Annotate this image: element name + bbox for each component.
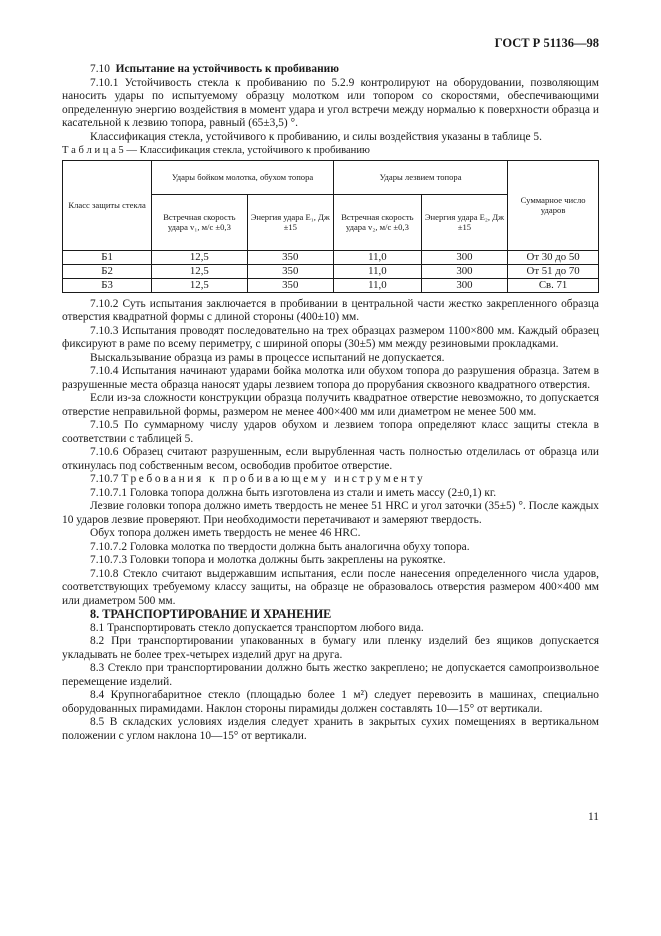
paragraph-7-10-5: 7.10.5 По суммарному числу ударов обухом и лезвием топора определяют класс защиты стекла в соответствии с таблицей 5. — [62, 419, 599, 445]
paragraph-classification: Классификация стекла, устойчивого к пробиванию, и силы воздействия указаны в таблице 5. — [90, 130, 542, 143]
cell-speed-1: 12,5 — [152, 264, 247, 278]
header-speed-1: Встречная скорость удара v₁, м/с ±0,3 — [152, 194, 247, 250]
paragraph-7-10-7-2: 7.10.7.2 Головка молотка по твердости должна быть аналогична обуху топора. — [90, 540, 470, 553]
table-row — [63, 278, 599, 292]
cell-speed-2: 11,0 — [333, 264, 421, 278]
table-row — [63, 250, 599, 264]
paragraph-7-10-7-3: 7.10.7.3 Головки топора и молотка должны быть закреплены на рукоятке. — [90, 554, 446, 566]
paragraph-8-4: 8.4 Крупногабаритное стекло (площадью более 1 м²) следует перевозить в машинах, специально оборудованных пирамидами. Наклон стороны пирамиды должен составлять 10—15° от вертикали. — [62, 689, 599, 715]
header-hammer-strikes: Удары бойком молотка, обухом топора — [152, 160, 334, 194]
paragraph-7-10-7-1: 7.10.7.1 Головка топора должна быть изготовлена из стали и иметь массу (2±0,1) кг. — [90, 486, 497, 499]
document-code: ГОСТ Р 51136—98 — [494, 36, 599, 50]
cell-speed-2: 11,0 — [333, 278, 421, 292]
cell-speed-1: 12,5 — [152, 250, 247, 264]
cell-energy-1: 350 — [247, 264, 333, 278]
cell-energy-2: 300 — [421, 278, 507, 292]
paragraph-7-10-6: 7.10.6 Образец считают разрушенным, если вырубленная часть полностью отделилась от образца или откинулась под собственным весом, освободив пробитое отверстие. — [62, 446, 599, 472]
classification-table — [62, 160, 599, 293]
subsection-title: Требования к пробивающему инструменту — [121, 473, 426, 485]
header-energy-1: Энергия удара E₁, Дж ±15 — [247, 194, 333, 250]
paragraph-7-10-2: 7.10.2 Суть испытания заключается в пробивании в центральной части жестко закрепленного образца отверстия квадратной формы с длиной стороны (400±10) мм. — [62, 297, 599, 323]
table-caption-prefix: Т а б л и ц а 5 — — [62, 145, 137, 156]
header-speed-2: Встречная скорость удара v₂, м/с ±0,3 — [333, 194, 421, 250]
cell-total: От 51 до 70 — [508, 264, 599, 278]
paragraph-7-10-4-note: Если из-за сложности конструкции образца получить квадратное отверстие невозможно, то допускается отверстие неправильной формы, размером не менее 400×400 мм или диаметром не менее 500 мм. — [62, 392, 599, 418]
paragraph-7-10-3-note: Выскальзывание образца из рамы в процессе испытаний не допускается. — [90, 351, 445, 364]
cell-speed-2: 11,0 — [333, 250, 421, 264]
table-caption-text: Классификация стекла, устойчивого к пробиванию — [139, 145, 370, 156]
section-title: Испытание на устойчивость к пробиванию — [115, 63, 339, 75]
paragraph-8-2: 8.2 При транспортировании упакованных в бумагу или пленку изделий без ящиков допускается укладывать не более трех-четырех изделий друг на друга. — [62, 635, 599, 661]
cell-class: Б2 — [63, 264, 152, 278]
paragraph-butt-hardness: Обух топора должен иметь твердость не менее 46 HRC. — [90, 527, 361, 539]
table-row — [63, 264, 599, 278]
paragraph-blade-hardness: Лезвие головки топора должно иметь твердость не менее 51 HRC и угол заточки (35±5) °. После каждых 10 ударов лезвие проверяют. При необходимости перетачивают и замеряют твердость. — [62, 500, 599, 526]
subsection-number: 7.10.7 — [90, 473, 119, 485]
page-number: 11 — [588, 811, 599, 823]
cell-total: Св. 71 — [508, 278, 599, 292]
section-number: 7.10 — [90, 63, 110, 75]
cell-class: Б1 — [63, 250, 152, 264]
cell-energy-2: 300 — [421, 250, 507, 264]
header-energy-2: Энергия удара E₂, Дж ±15 — [421, 194, 507, 250]
header-blade-strikes: Удары лезвием топора — [333, 160, 507, 194]
cell-class: Б3 — [63, 278, 152, 292]
cell-total: От 30 до 50 — [508, 250, 599, 264]
paragraph-8-1: 8.1 Транспортировать стекло допускается транспортом любого вида. — [90, 621, 424, 634]
paragraph-7-10-8: 7.10.8 Стекло считают выдержавшим испытания, если после нанесения определенного числа ударов, соответствующих требуемому классу защиты, на образце не образовалось отверстия размером 400×400 мм или диаметром 500 мм. — [62, 567, 599, 607]
paragraph-7-10-4: 7.10.4 Испытания начинают ударами бойка молотка или обухом топора до разрушения образца. Затем в разрушенные места образца наносят удары лезвием топора до прорубания сквозного квадратного отверстия. — [62, 365, 599, 391]
cell-speed-1: 12,5 — [152, 278, 247, 292]
paragraph-8-3: 8.3 Стекло при транспортировании должно быть жестко закреплено; не допускается самопроизвольное перемещение изделий. — [62, 662, 599, 688]
table-caption — [62, 144, 599, 158]
paragraph-8-5: 8.5 В складских условиях изделия следует хранить в закрытых сухих помещениях в вертикальном положении с углом наклона 10—15° от вертикали. — [62, 716, 599, 742]
paragraph-7-10-7-heading — [62, 473, 599, 487]
cell-energy-2: 300 — [421, 264, 507, 278]
paragraph-7-10-3: 7.10.3 Испытания проводят последовательно на трех образцах размером 1100×800 мм. Каждый образец фиксируют в раме по всему периметру, с шириной опоры (30±5) мм между резиновыми прокладками. — [62, 324, 599, 350]
paragraph-7-10-1: 7.10.1 Устойчивость стекла к пробиванию по 5.2.9 контролируют на оборудовании, позволяющим наносить удары по испытуемому образцу молотком или топором со скоростями, обеспечивающими определенную энергию воздействия в момент удара и угол встречи между нормалью к поверхности образца и касательной к лезвию топора, равный (65±3,5) °. — [62, 76, 599, 129]
cell-energy-1: 350 — [247, 250, 333, 264]
cell-energy-1: 350 — [247, 278, 333, 292]
section-8-heading: 8. ТРАНСПОРТИРОВАНИЕ И ХРАНЕНИЕ — [90, 607, 332, 621]
header-total-strikes: Суммарное число ударов — [508, 160, 599, 250]
page-body — [62, 63, 599, 743]
header-class: Класс защиты стекла — [63, 160, 152, 250]
section-7-10-heading — [62, 63, 599, 77]
